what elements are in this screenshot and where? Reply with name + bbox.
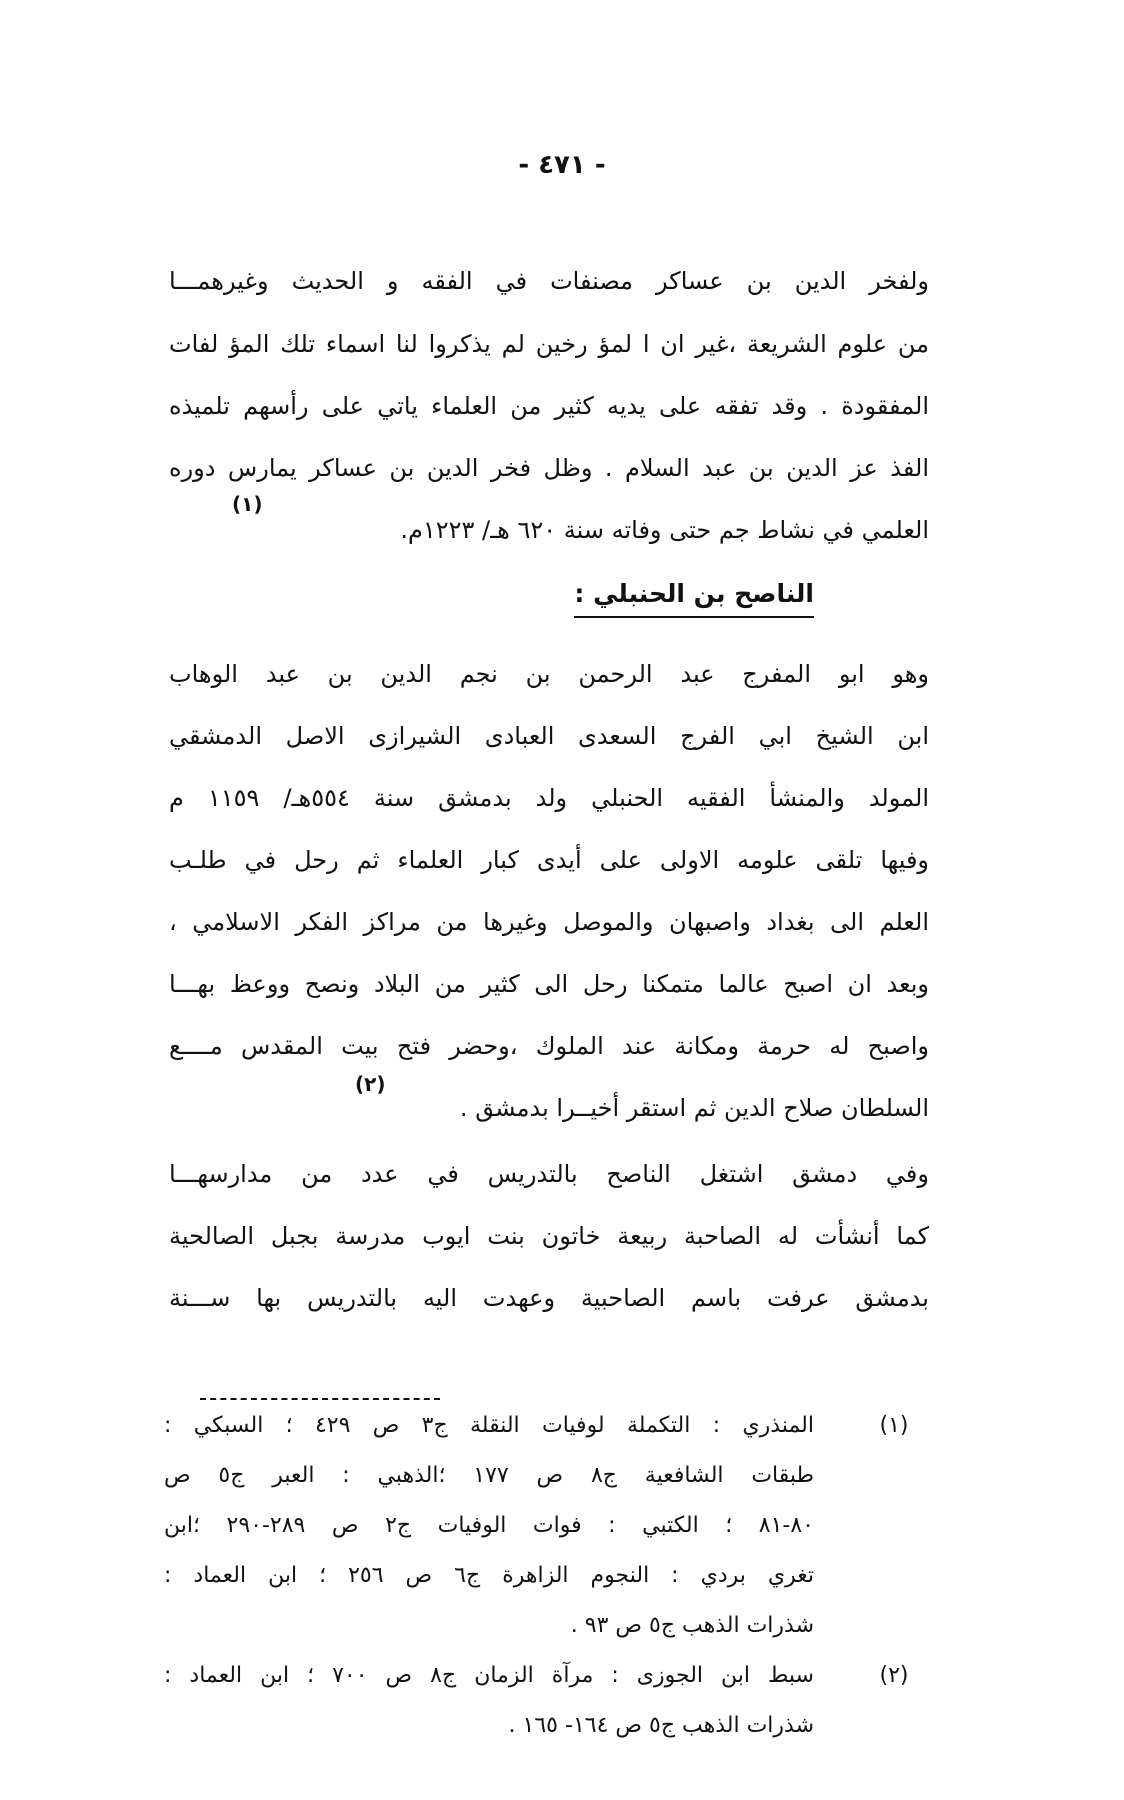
footnote-number: (٢) xyxy=(879,1663,909,1688)
body-line: وفي دمشق اشتغل الناصح بالتدريس في عدد من مدارسهـــا xyxy=(169,1160,929,1188)
section-heading: الناصح بن الحنبلي : xyxy=(574,578,814,618)
body-line: ابن الشيخ ابي الفرج السعدى العبادى الشيرازى الاصل الدمشقي xyxy=(169,722,929,750)
body-line: السلطان صلاح الدين ثم استقر أخيــرا بدمشق . xyxy=(459,1094,929,1122)
body-line: كما أنشأت له الصاحبة ربيعة خاتون بنت ايوب مدرسة بجبل الصالحية xyxy=(169,1222,929,1250)
body-line: ولفخر الدين بن عساكر مصنفات في الفقه و الحديث وغيرهمـــا xyxy=(169,267,929,295)
body-line: العلمي في نشاط جم حتى وفاته سنة ٦٢٠ هـ/ ١٢٢٣م. xyxy=(400,516,929,544)
body-line: بدمشق عرفت باسم الصاحبية وعهدت اليه بالتدريس بها ســـنة xyxy=(169,1284,929,1312)
body-line: الفذ عز الدين بن عبد السلام . وظل فخر الدين بن عساكر يمارس دوره xyxy=(169,454,929,482)
body-line: واصبح له حرمة ومكانة عند الملوك ،وحضر فتح بيت المقدس مــــع xyxy=(169,1032,929,1060)
footnote-line: شذرات الذهب ج٥ ص ١٦٤- ١٦٥ . xyxy=(508,1713,814,1738)
body-line: المفقودة . وقد تفقه على يديه كثير من العلماء ياتي على رأسهم تلميذه xyxy=(169,392,929,420)
body-line: المولد والمنشأ الفقيه الحنبلي ولد بدمشق سنة ٥٥٤هـ/ ١١٥٩ م xyxy=(169,784,929,812)
body-line: من علوم الشريعة ،غير ان ا لمؤ رخين لم يذكروا لنا اسماء تلك المؤ لفات xyxy=(169,330,929,358)
footnote-number: (١) xyxy=(879,1413,909,1438)
footnote-line: شذرات الذهب ج٥ ص ٩٣ . xyxy=(570,1613,814,1638)
body-line: وهو ابو المفرج عبد الرحمن بن نجم الدين بن عبد الوهاب xyxy=(169,660,929,688)
footnote-line: تغري بردي : النجوم الزاهرة ج٦ ص ٢٥٦ ؛ ابن العماد : xyxy=(164,1563,814,1588)
body-line: العلم الى بغداد واصبهان والموصل وغيرها من مراكز الفكر الاسلامي ، xyxy=(169,908,929,936)
body-line: وبعد ان اصبح عالما متمكنا رحل الى كثير من البلاد ونصح ووعظ بهـــا xyxy=(169,970,929,998)
footnote-separator xyxy=(200,1398,440,1400)
footnote-reference: (١) xyxy=(232,492,263,516)
footnote-reference: (٢) xyxy=(355,1072,386,1096)
footnote-line: طبقات الشافعية ج٨ ص ١٧٧ ؛الذهبي : العبر ج٥ ص xyxy=(164,1463,815,1488)
page-number: - ٤٧١ - xyxy=(518,150,606,180)
footnote-line: المنذري : التكملة لوفيات النقلة ج٣ ص ٤٢٩ ؛ السبكي : xyxy=(164,1413,814,1438)
footnote-line: ٨٠-٨١ ؛ الكتبي : فوات الوفيات ج٢ ص ٢٨٩-٢٩٠ ؛ابن xyxy=(164,1513,814,1538)
body-line: وفيها تلقى علومه الاولى على أيدى كبار العلماء ثم رحل في طلـب xyxy=(169,846,929,874)
footnote-line: سبط ابن الجوزى : مرآة الزمان ج٨ ص ٧٠٠ ؛ ابن العماد : xyxy=(164,1663,814,1688)
